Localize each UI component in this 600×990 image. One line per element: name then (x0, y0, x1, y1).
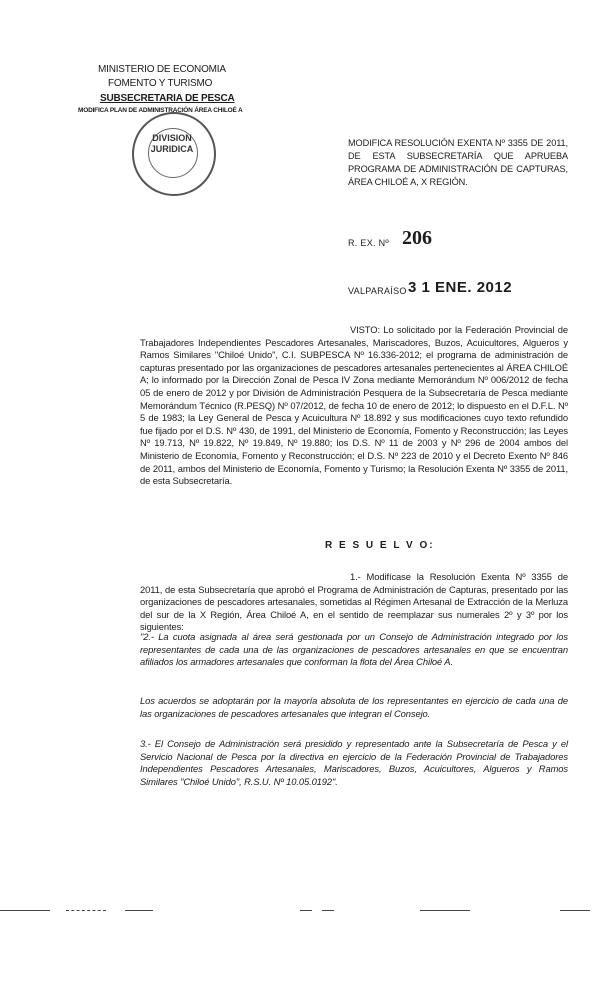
footer-mark (560, 910, 590, 911)
footer-mark (0, 910, 50, 911)
subsecretaria-name: SUBSECRETARIA DE PESCA (100, 93, 235, 104)
footer-mark (66, 910, 106, 911)
document-subject: MODIFICA RESOLUCIÓN EXENTA Nº 3355 DE 2011, DE ESTA SUBSECRETARÍA QUE APRUEBA PROGRAMA DE ADMINISTRACIÓN DE CAPTURAS, ÁREA CHILOÉ A, X REGIÓN. (348, 138, 568, 187)
ministry-line1: MINISTERIO DE ECONOMIA (98, 64, 226, 75)
legal-division-stamp (132, 112, 216, 196)
stamp-line1: DIVISION (152, 133, 192, 143)
visto-paragraph: VISTO: Lo solicitado por la Federación Provincial de Trabajadores Independientes Pescadores Artesanales, Mariscadores, Buzos, Acuicultores, Algueros y Ramos Similares "Chiloé Unido", C.I. SUBPESCA Nº 16.336-2012; el programa de administración de capturas presentado por las organizaciones de pescadores artesanales pertenecientes al ÁREA CHILOÉ A; lo informado por la Dirección Zonal de Pesca IV Zona mediante Memorándum Nº 006/2012 de fecha 05 de enero de 2012 y por División de Administración Pesquera de la Subsecretaría de Pesca mediante Memorándum Técnico (R.PESQ) Nº 07/2012, de fecha 10 de enero de 2012; lo dispuesto en el D.F.L. Nº 5 de 1983; la Ley General de Pesca y Acuicultura Nº 18.892 y sus modificaciones cuyo texto refundido fue fijado por el D.S. Nº 430, de 1991, del Ministerio de Economía, Fomento y Reconstrucción; las Leyes Nº 19.713, Nº 19.822, Nº 19.849, Nº 19.880; los D.S. Nº 11 de 2003 y Nº 296 de 2004 ambos del Ministerio de Economía, Fomento y Reconstrucción; el D.S. Nº 223 de 2010 y el Decreto Exento Nº 846 de 2011, ambos del Ministerio de Economía, Fomento y Turismo; la Resolución Exenta Nº 3355 de 2011, de esta Subsecretaría. (140, 324, 568, 487)
footer-mark (322, 910, 334, 911)
ministry-line2: FOMENTO Y TURISMO (108, 78, 213, 89)
resolution-label: R. EX. Nº (348, 238, 389, 248)
quoted-numeral-2: "2.- La cuota asignada al área será gestionada por un Consejo de Administración integrado por los representantes de cada una de las organizaciones de pescadores artesanales en que se encuentran afiliados los armadores artesanales que conforman la flota del Área Chiloé A. (140, 631, 568, 668)
resolution-number: 206 (402, 227, 432, 249)
footer-mark (420, 910, 470, 911)
quoted-numeral-3: 3.- El Consejo de Administración será presidido y representado ante la Subsecretaría de Pesca y el Servicio Nacional de Pesca por la directiva en ejercicio de la Federación Provincial de Trabajadores Independientes Pescadores Artesanales, Mariscadores, Buzos, Acuicultores, Algueros y Ramos Similares "Chiloé Unido", R.S.U. Nº 10.05.0192". (140, 738, 568, 787)
footer-mark (300, 910, 312, 911)
stamp-line2: JURIDICA (150, 144, 194, 154)
date-stamp: 3 1 ENE. 2012 (408, 279, 513, 296)
modifies-note: MODIFICA PLAN DE ADMINISTRACIÓN ÁREA CHILOÉ A (78, 107, 243, 114)
place: VALPARAÍSO (348, 286, 407, 296)
resuelvo-heading: R E S U E L V O: (325, 540, 435, 551)
resuelvo-item-1: 1.- Modifícase la Resolución Exenta Nº 3355 de 2011, de esta Subsecretaría que aprobó el Programa de Administración de Capturas, presentado por las organizaciones de pescadores artesanales, sometidas al Régimen Artesanal de Extracción de la Merluza del sur de la X Región, Área Chiloé A, en el sentido de reemplazar sus numerales 2º y 3º por los siguientes: (140, 571, 568, 633)
quoted-numeral-2-paragraph-2: Los acuerdos se adoptarán por la mayoría absoluta de los representantes en ejercicio de cada una de las organizaciones de pescadores artesanales que integran el Consejo. (140, 695, 568, 719)
footer-mark (125, 910, 153, 911)
